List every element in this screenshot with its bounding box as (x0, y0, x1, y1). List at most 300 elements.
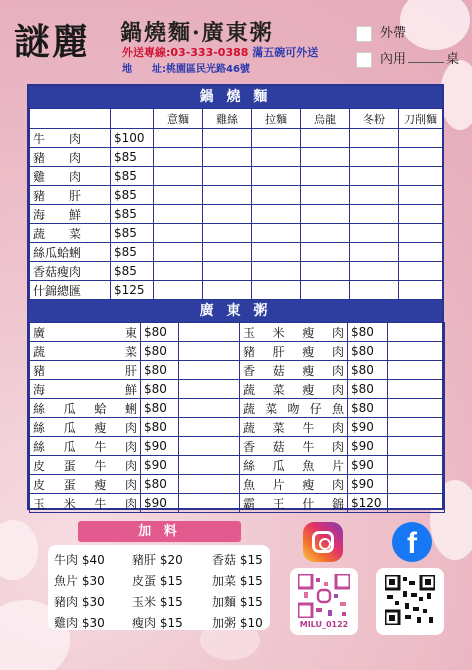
congee-row (30, 475, 445, 494)
noodle-item-price: $85 (111, 262, 154, 281)
dine-in-label: 內用 (380, 52, 407, 67)
congee-item-price: $90 (348, 437, 388, 456)
congee-item-char: 肉 (331, 344, 344, 359)
noodle-order-cell[interactable] (399, 243, 443, 262)
noodle-item-price: $85 (111, 243, 154, 262)
congee-item-char: 瘦 (94, 420, 107, 435)
congee-item-char: 吻 (287, 401, 300, 416)
congee-item-char: 魚 (331, 401, 344, 416)
noodle-order-cell[interactable] (203, 148, 252, 167)
delivery-phone: 03-333-0388 (170, 46, 249, 59)
addon-price: $10 (239, 616, 263, 630)
noodle-row (30, 262, 443, 281)
congee-item-char: 魚 (302, 458, 315, 473)
congee-item-char: 霸 (243, 496, 256, 511)
noodle-order-cell[interactable] (301, 262, 350, 281)
noodle-order-cell[interactable] (350, 243, 399, 262)
congee-item-char: 菜 (265, 401, 278, 416)
noodle-order-cell[interactable] (399, 205, 443, 224)
congee-item-char: 瓜 (63, 401, 76, 416)
noodle-order-cell[interactable] (252, 205, 301, 224)
congee-item-name (240, 380, 348, 399)
noodle-item-price: $85 (111, 205, 154, 224)
menu-card (27, 84, 444, 510)
noodle-order-cell[interactable] (252, 148, 301, 167)
congee-item-char: 瘦 (302, 382, 315, 397)
congee-row (30, 456, 445, 475)
congee-item-name (30, 342, 141, 361)
noodle-order-cell[interactable] (301, 129, 350, 148)
congee-item-char: 瓜 (63, 439, 76, 454)
noodle-order-cell[interactable] (252, 129, 301, 148)
noodle-item-name: 香菇瘦肉 (30, 262, 111, 281)
congee-order-cell[interactable] (388, 399, 445, 418)
congee-item-char: 魚 (243, 477, 256, 492)
noodle-order-cell[interactable] (350, 205, 399, 224)
noodle-order-cell[interactable] (399, 186, 443, 205)
noodle-order-cell[interactable] (301, 186, 350, 205)
congee-item-char: 錦 (331, 496, 344, 511)
congee-row (30, 361, 445, 380)
noodle-order-cell[interactable] (350, 186, 399, 205)
congee-item-price: $80 (141, 418, 179, 437)
delivery-line (122, 44, 318, 60)
addon-item (54, 593, 132, 610)
noodle-order-cell[interactable] (350, 224, 399, 243)
congee-item-char: 肉 (124, 458, 137, 473)
addon-name: 玉米 (132, 595, 157, 609)
congee-item-char: 海 (33, 382, 46, 397)
congee-item-char: 肉 (331, 477, 344, 492)
congee-item-char: 香 (243, 363, 256, 378)
congee-item-name (240, 323, 348, 342)
congee-item-char: 片 (272, 477, 285, 492)
congee-item-name (30, 418, 141, 437)
congee-item-price: $80 (141, 399, 179, 418)
address-label: 地 址: (122, 64, 166, 75)
congee-order-cell[interactable] (179, 494, 240, 513)
congee-item-name (240, 361, 348, 380)
congee-item-char: 蔬 (243, 401, 256, 416)
congee-item-char: 肝 (124, 363, 137, 378)
congee-item-price: $90 (141, 494, 179, 513)
congee-order-cell[interactable] (388, 380, 445, 399)
congee-item-char: 香 (243, 439, 256, 454)
noodle-row (30, 205, 443, 224)
congee-item-price: $90 (348, 475, 388, 494)
congee-item-name (240, 342, 348, 361)
congee-item-char: 肉 (331, 420, 344, 435)
congee-item-char: 菇 (272, 439, 285, 454)
noodle-column-header: 刀削麵 (399, 109, 443, 129)
congee-order-cell[interactable] (179, 342, 240, 361)
instagram-qr-code[interactable] (290, 568, 358, 635)
noodle-column-header: 雞絲 (203, 109, 252, 129)
addon-price: $15 (239, 595, 263, 609)
congee-item-char: 皮 (33, 477, 46, 492)
noodle-order-cell[interactable] (252, 186, 301, 205)
congee-item-name (30, 437, 141, 456)
congee-item-char: 肉 (331, 363, 344, 378)
congee-item-name (30, 399, 141, 418)
congee-row (30, 399, 445, 418)
addon-title: 加 料 (78, 521, 241, 542)
addon-price: $40 (81, 553, 105, 567)
congee-item-char: 蛋 (63, 458, 76, 473)
congee-item-char: 牛 (94, 496, 107, 511)
congee-item-price: $90 (348, 456, 388, 475)
noodle-order-cell[interactable] (203, 186, 252, 205)
addon-item (212, 593, 276, 610)
congee-item-char: 豬 (243, 344, 256, 359)
congee-item-char: 豬 (33, 363, 46, 378)
congee-order-cell[interactable] (179, 323, 240, 342)
congee-row (30, 418, 445, 437)
addon-price: $30 (81, 616, 105, 630)
congee-item-char: 肝 (272, 344, 285, 359)
addon-name: 魚片 (54, 574, 79, 588)
noodle-order-cell[interactable] (154, 281, 203, 300)
congee-item-char: 瓜 (272, 458, 285, 473)
congee-item-char: 菜 (124, 344, 137, 359)
noodle-order-cell[interactable] (301, 281, 350, 300)
noodle-item-name: 豬 肉 (30, 148, 111, 167)
congee-order-cell[interactable] (179, 399, 240, 418)
congee-order-cell[interactable] (179, 361, 240, 380)
addon-item (54, 551, 132, 568)
congee-item-char: 菜 (272, 420, 285, 435)
congee-item-char: 瓜 (63, 420, 76, 435)
congee-item-char: 皮 (33, 458, 46, 473)
noodle-order-cell[interactable] (154, 148, 203, 167)
addon-name: 加麵 (212, 595, 237, 609)
noodle-order-cell[interactable] (350, 148, 399, 167)
congee-order-cell[interactable] (179, 418, 240, 437)
congee-item-name (30, 380, 141, 399)
congee-item-char: 蛤 (94, 401, 107, 416)
noodle-order-cell[interactable] (350, 281, 399, 300)
facebook-icon[interactable]: f (392, 522, 432, 562)
noodle-column-header: 烏龍 (301, 109, 350, 129)
shop-logo: 謎麗 (14, 21, 91, 63)
congee-item-char: 絲 (33, 439, 46, 454)
noodle-item-name: 豬 肝 (30, 186, 111, 205)
congee-item-price: $120 (348, 494, 388, 513)
congee-item-char: 瘦 (302, 344, 315, 359)
delivery-label: 外送專線: (122, 46, 171, 59)
congee-item-name (30, 494, 141, 513)
noodle-order-cell[interactable] (154, 243, 203, 262)
noodle-order-cell[interactable] (154, 224, 203, 243)
noodle-order-cell[interactable] (154, 186, 203, 205)
congee-order-cell[interactable] (388, 323, 445, 342)
addon-name: 牛肉 (54, 553, 79, 567)
noodle-column-header: 冬粉 (350, 109, 399, 129)
noodle-order-cell[interactable] (203, 243, 252, 262)
noodle-item-price: $85 (111, 167, 154, 186)
congee-item-price: $80 (348, 399, 388, 418)
noodle-order-cell[interactable] (252, 281, 301, 300)
noodle-item-price: $85 (111, 186, 154, 205)
congee-order-cell[interactable] (388, 494, 445, 513)
noodle-order-cell[interactable] (301, 167, 350, 186)
noodle-item-name: 蔬 菜 (30, 224, 111, 243)
addon-item (212, 551, 276, 568)
noodle-item-name: 雞 肉 (30, 167, 111, 186)
shop-name: 鍋燒麵·廣東粥 (120, 20, 274, 46)
congee-item-char: 肉 (331, 439, 344, 454)
noodle-order-cell[interactable] (252, 262, 301, 281)
noodle-order-cell[interactable] (203, 224, 252, 243)
address-line (122, 60, 250, 75)
congee-item-char: 瘦 (302, 363, 315, 378)
address-value: 桃園區民光路46號 (166, 64, 250, 75)
addon-name: 加菜 (212, 574, 237, 588)
noodle-order-cell[interactable] (154, 167, 203, 186)
noodle-item-price: $100 (111, 129, 154, 148)
addon-price: $30 (81, 595, 105, 609)
noodle-order-cell[interactable] (301, 205, 350, 224)
congee-item-char: 東 (124, 325, 137, 340)
addon-price: $15 (159, 595, 183, 609)
congee-item-char: 米 (272, 325, 285, 340)
addon-name: 雞肉 (54, 616, 79, 630)
noodle-order-cell[interactable] (203, 205, 252, 224)
congee-item-char: 廣 (33, 325, 46, 340)
congee-item-price: $80 (141, 361, 179, 380)
addon-name: 加粥 (212, 616, 237, 630)
addon-item (54, 572, 132, 589)
congee-item-char: 肉 (124, 420, 137, 435)
noodle-row (30, 243, 443, 262)
noodle-header-row (30, 109, 443, 129)
noodle-order-cell[interactable] (301, 148, 350, 167)
congee-item-char: 瘦 (302, 325, 315, 340)
congee-item-name (240, 437, 348, 456)
table-number-field[interactable] (408, 62, 444, 63)
congee-item-char: 鮮 (124, 382, 137, 397)
noodle-order-cell[interactable] (350, 167, 399, 186)
noodle-order-cell[interactable] (399, 167, 443, 186)
congee-order-cell[interactable] (388, 456, 445, 475)
congee-order-cell[interactable] (388, 437, 445, 456)
congee-table (29, 322, 445, 513)
noodle-order-cell[interactable] (399, 148, 443, 167)
addon-item (132, 572, 212, 589)
noodle-order-cell[interactable] (301, 224, 350, 243)
congee-order-cell[interactable] (179, 475, 240, 494)
congee-row (30, 323, 445, 342)
congee-item-price: $80 (141, 475, 179, 494)
addon-item (212, 572, 276, 589)
noodle-item-price: $85 (111, 148, 154, 167)
congee-item-char: 玉 (243, 325, 256, 340)
congee-order-cell[interactable] (388, 475, 445, 494)
noodle-section-title: 鍋 燒 麵 (29, 86, 442, 108)
congee-item-price: $80 (141, 323, 179, 342)
instagram-handle: MILU_0122 (299, 620, 349, 629)
noodle-order-cell[interactable] (399, 129, 443, 148)
blossom-decoration (0, 520, 38, 580)
congee-item-price: $80 (141, 380, 179, 399)
congee-item-char: 牛 (94, 439, 107, 454)
instagram-qr-pattern (298, 574, 350, 618)
noodle-order-cell[interactable] (399, 262, 443, 281)
congee-item-name (240, 418, 348, 437)
congee-order-cell[interactable] (179, 437, 240, 456)
congee-order-cell[interactable] (388, 361, 445, 380)
congee-item-price: $80 (348, 361, 388, 380)
congee-item-char: 牛 (302, 439, 315, 454)
facebook-qr-pattern (385, 575, 435, 625)
congee-item-name (30, 361, 141, 380)
addon-item (132, 551, 212, 568)
congee-item-name (240, 475, 348, 494)
addon-price: $20 (159, 553, 183, 567)
congee-item-price: $80 (348, 323, 388, 342)
noodle-order-cell[interactable] (203, 262, 252, 281)
congee-item-name (30, 475, 141, 494)
dine-in-checkbox[interactable] (356, 52, 372, 68)
noodle-row (30, 129, 443, 148)
noodle-row (30, 224, 443, 243)
congee-item-name (240, 494, 348, 513)
congee-item-char: 絲 (33, 420, 46, 435)
noodle-order-cell[interactable] (399, 224, 443, 243)
congee-item-price: $90 (141, 437, 179, 456)
noodle-row (30, 281, 443, 300)
congee-order-cell[interactable] (388, 418, 445, 437)
congee-item-char: 絲 (33, 401, 46, 416)
addon-price: $15 (159, 616, 183, 630)
table-suffix: 桌 (446, 52, 460, 67)
noodle-item-name: 牛 肉 (30, 129, 111, 148)
congee-item-char: 片 (331, 458, 344, 473)
congee-item-name (30, 456, 141, 475)
congee-item-char: 肉 (124, 439, 137, 454)
congee-item-char: 菇 (272, 363, 285, 378)
congee-item-char: 王 (272, 496, 285, 511)
noodle-order-cell[interactable] (350, 262, 399, 281)
congee-item-price: $90 (141, 456, 179, 475)
noodle-order-cell[interactable] (154, 129, 203, 148)
takeout-option[interactable] (356, 22, 406, 42)
congee-item-char: 米 (63, 496, 76, 511)
congee-item-char: 瘦 (94, 477, 107, 492)
noodle-table (29, 108, 443, 300)
noodle-column-header: 意麵 (154, 109, 203, 129)
congee-item-char: 蔬 (243, 382, 256, 397)
noodle-item-name: 絲瓜蛤蜊 (30, 243, 111, 262)
addon-list (48, 545, 270, 630)
congee-item-char: 牛 (94, 458, 107, 473)
congee-item-char: 蜊 (124, 401, 137, 416)
addon-item (212, 614, 276, 631)
addon-name: 豬肉 (54, 595, 79, 609)
noodle-order-cell[interactable] (203, 129, 252, 148)
addon-item (132, 593, 212, 610)
noodle-order-cell[interactable] (203, 281, 252, 300)
congee-item-char: 肉 (124, 477, 137, 492)
congee-item-price: $90 (348, 418, 388, 437)
addon-name: 瘦肉 (132, 616, 157, 630)
congee-row (30, 494, 445, 513)
delivery-note: 滿五碗可外送 (252, 46, 319, 59)
noodle-order-cell[interactable] (154, 262, 203, 281)
noodle-order-cell[interactable] (154, 205, 203, 224)
noodle-item-name: 什錦總匯 (30, 281, 111, 300)
noodle-item-name: 海 鮮 (30, 205, 111, 224)
noodle-order-cell[interactable] (203, 167, 252, 186)
addon-price: $15 (159, 574, 183, 588)
addon-price: $15 (239, 553, 263, 567)
noodle-order-cell[interactable] (399, 281, 443, 300)
addon-name: 皮蛋 (132, 574, 157, 588)
addon-name: 香菇 (212, 553, 237, 567)
congee-section-title: 廣 東 粥 (29, 300, 442, 322)
congee-item-char: 肉 (124, 496, 137, 511)
congee-item-char: 牛 (302, 420, 315, 435)
congee-order-cell[interactable] (179, 456, 240, 475)
menu-header (0, 0, 472, 78)
congee-row (30, 437, 445, 456)
congee-item-char: 什 (302, 496, 315, 511)
addon-item (54, 614, 132, 631)
instagram-icon[interactable] (303, 522, 343, 562)
congee-item-char: 玉 (33, 496, 46, 511)
congee-item-char: 肉 (331, 382, 344, 397)
noodle-order-cell[interactable] (252, 243, 301, 262)
noodle-order-cell[interactable] (350, 129, 399, 148)
noodle-row (30, 167, 443, 186)
congee-item-price: $80 (141, 342, 179, 361)
dine-in-option[interactable] (356, 48, 459, 68)
addon-price: $15 (239, 574, 263, 588)
congee-item-char: 瘦 (302, 477, 315, 492)
takeout-label: 外帶 (380, 26, 407, 41)
noodle-order-cell[interactable] (252, 224, 301, 243)
congee-item-char: 仔 (309, 401, 322, 416)
noodle-order-cell[interactable] (252, 167, 301, 186)
congee-row (30, 342, 445, 361)
facebook-qr-code[interactable] (376, 568, 444, 635)
noodle-item-price: $125 (111, 281, 154, 300)
congee-item-char: 肉 (331, 325, 344, 340)
congee-item-price: $80 (348, 380, 388, 399)
addon-price: $30 (81, 574, 105, 588)
congee-item-name (30, 323, 141, 342)
congee-item-name (240, 399, 348, 418)
addon-item (132, 614, 212, 631)
congee-row (30, 380, 445, 399)
takeout-checkbox[interactable] (356, 26, 372, 42)
noodle-item-price: $85 (111, 224, 154, 243)
congee-item-char: 蔬 (243, 420, 256, 435)
noodle-order-cell[interactable] (301, 243, 350, 262)
congee-item-price: $80 (348, 342, 388, 361)
congee-order-cell[interactable] (388, 342, 445, 361)
addon-name: 豬肝 (132, 553, 157, 567)
noodle-row (30, 186, 443, 205)
noodle-column-header: 拉麵 (252, 109, 301, 129)
congee-item-char: 菜 (272, 382, 285, 397)
congee-item-char: 蛋 (63, 477, 76, 492)
congee-item-char: 絲 (243, 458, 256, 473)
congee-item-name (240, 456, 348, 475)
noodle-row (30, 148, 443, 167)
congee-item-char: 蔬 (33, 344, 46, 359)
congee-order-cell[interactable] (179, 380, 240, 399)
